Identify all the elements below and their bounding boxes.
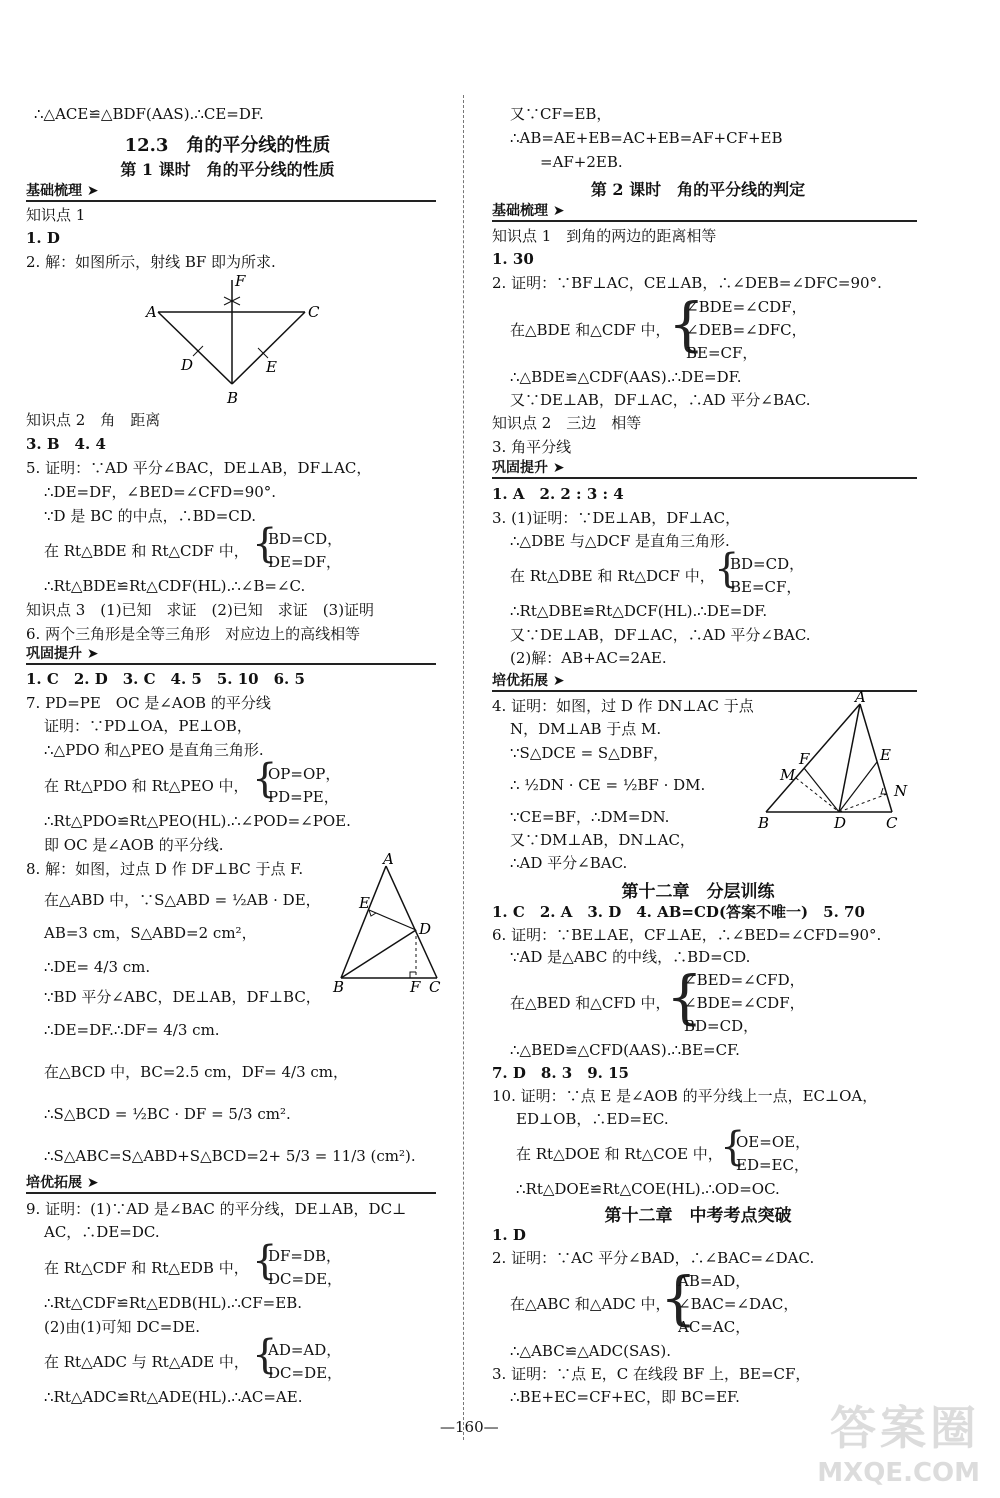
answer-line: 在△ABD 中，∵S△ABD = ½AB · DE， [44, 891, 321, 909]
answer-line: 在△ABC 和△ADC 中， [510, 1295, 671, 1313]
label-A: A [146, 303, 157, 321]
label-E: E [266, 358, 277, 376]
label-C: C [886, 814, 898, 832]
answer-line: 1. C 2. D 3. C 4. 5 5. 10 6. 5 [26, 670, 305, 688]
answer-line: 在 Rt△CDF 和 Rt△EDB 中， [44, 1259, 249, 1277]
brace-item: OE=OE， [736, 1133, 811, 1151]
section-consolidate: 巩固提升 ➤ [492, 457, 917, 479]
section-basic: 基础梳理 ➤ [26, 180, 436, 202]
brace-item: DE=DF， [268, 553, 341, 571]
label-A: A [383, 850, 394, 868]
answer-line: ∴△BDE≌△CDF(AAS).∴DE=DF. [510, 368, 742, 386]
answer-line: 8. 解：如图，过点 D 作 DF⊥BC 于点 F. [26, 860, 304, 878]
brace-symbol: { [252, 756, 278, 802]
answer-line: ∴△DBE 与△DCF 是直角三角形. [510, 532, 730, 550]
answer-line: 1. 30 [492, 250, 534, 268]
answer-line: 在 Rt△BDE 和 Rt△CDF 中， [44, 542, 249, 560]
answer-line: ∵AD 是△ABC 的中线，∴BD=CD. [510, 948, 751, 966]
label-F: F [235, 272, 246, 290]
brace-item: BE=CF， [730, 578, 802, 596]
answer-line: ∴Rt△CDF≌Rt△EDB(HL).∴CF=EB. [44, 1294, 302, 1312]
knowledge-point: 知识点 1 到角的两边的距离相等 [492, 227, 717, 245]
section-extend: 培优拓展 ➤ [26, 1172, 436, 1194]
brace-item: ∠BAC=∠DAC， [678, 1295, 799, 1313]
answer-line: 10. 证明：∵点 E 是∠AOB 的平分线上一点，EC⊥OA， [492, 1087, 878, 1105]
brace-item: BD=CD， [684, 1017, 759, 1035]
answer-line: 又∵DE⊥AB，DF⊥AC，∴AD 平分∠BAC. [510, 391, 811, 409]
answer-line: 2. 证明：∵AC 平分∠BAD，∴∠BAC=∠DAC. [492, 1249, 815, 1267]
brace-item: BD=CD， [730, 555, 805, 573]
label-M: M [780, 766, 796, 784]
answer-line: 1. D [492, 1226, 526, 1244]
label-N: N [894, 782, 908, 800]
brace-symbol: { [714, 546, 740, 592]
section-title: 12.3 角的平分线的性质 [124, 135, 331, 156]
answer-line: 4. 证明：如图，过 D 作 DN⊥AC 于点 [492, 697, 754, 715]
answer-line: AC，∴DE=DC. [44, 1223, 160, 1241]
answer-line: ∵BD 平分∠ABC，DE⊥AB，DF⊥BC， [44, 988, 321, 1006]
answer-line: 在△BED 和△CFD 中， [510, 994, 671, 1012]
answer-line: 在 Rt△DOE 和 Rt△COE 中， [516, 1145, 723, 1163]
label-B: B [333, 978, 345, 995]
knowledge-point: 知识点 2 角 距离 [26, 411, 161, 429]
triangle-figure-2 [328, 850, 446, 995]
knowledge-point: 知识点 1 [26, 206, 86, 224]
brace-item: DF=DB， [268, 1247, 342, 1265]
answer-line: 7. D 8. 3 9. 15 [492, 1064, 629, 1082]
answer-line: 在 Rt△DBE 和 Rt△DCF 中， [510, 567, 715, 585]
answer-line: 在 Rt△PDO 和 Rt△PEO 中， [44, 777, 249, 795]
watermark [817, 1392, 980, 1488]
answer-line: ∴Rt△DOE≌Rt△COE(HL).∴OD=OC. [516, 1180, 780, 1198]
section-extend: 培优拓展 ➤ [492, 670, 917, 692]
label-C: C [308, 303, 320, 321]
brace-item: ∠BDE=∠CDF， [684, 994, 805, 1012]
label-C: C [429, 978, 441, 995]
answer-line: 在△BCD 中，BC=2.5 cm，DF= 4/3 cm， [44, 1063, 349, 1081]
brace-symbol: { [668, 290, 705, 358]
answer-line: 6. 证明：∵BE⊥AE，CF⊥AE，∴∠BED=∠CFD=90°. [492, 926, 882, 944]
brace-item: ED=EC， [736, 1156, 809, 1174]
lesson-title: 第 1 课时 角的平分线的性质 [120, 160, 335, 179]
chapter-title: 第十二章 分层训练 [621, 882, 775, 902]
answer-line: 又∵DM⊥AB，DN⊥AC， [510, 831, 695, 849]
label-B: B [758, 814, 770, 832]
column-divider [463, 95, 464, 1440]
answer-line: ∴△BED≌△CFD(AAS).∴BE=CF. [510, 1041, 740, 1059]
brace-item: BE=CF， [686, 344, 758, 362]
answer-line: 3. 角平分线 [492, 438, 572, 456]
answer-line: 又∵CF=EB， [510, 105, 612, 123]
brace-item: ∠DEB=∠DFC， [686, 321, 807, 339]
answer-line: 2. 解：如图所示，射线 BF 即为所求. [26, 253, 276, 271]
label-A: A [855, 690, 866, 706]
label-F: F [410, 978, 421, 995]
label-E: E [880, 746, 891, 764]
answer-line: 5. 证明：∵AD 平分∠BAC，DE⊥AB，DF⊥AC， [26, 459, 372, 477]
answer-line: 1. D [26, 229, 60, 247]
answer-line: ∴△PDO 和△PEO 是直角三角形. [44, 741, 264, 759]
answer-line: ∵S△DCE = S△DBF， [510, 744, 669, 762]
text-line: ∴△ACE≌△BDF(AAS).∴CE=DF. [34, 105, 264, 123]
answer-line: 在△BDE 和△CDF 中， [510, 321, 671, 339]
brace-item: ∠BDE=∠CDF， [686, 298, 807, 316]
label-D: D [834, 814, 847, 832]
page-number: —160— [440, 1418, 499, 1436]
knowledge-point: 知识点 2 三边 相等 [492, 414, 642, 432]
watermark-top: 答案圈 [830, 1401, 980, 1455]
brace-symbol: { [252, 1238, 278, 1284]
answer-line: 7. PD=PE OC 是∠AOB 的平分线 [26, 694, 271, 712]
answer-line: ∴DE=DF.∴DF= 4/3 cm. [44, 1021, 220, 1039]
label-D: D [181, 356, 194, 374]
label-F: F [799, 750, 810, 768]
answer-line: 即 OC 是∠AOB 的平分线. [44, 836, 224, 854]
answer-line: ∴BE+EC=CF+EC，即 BC=EF. [510, 1388, 740, 1406]
answer-line: 1. C 2. A 3. D 4. AB=CD(答案不唯一) 5. 70 [492, 903, 865, 921]
section-consolidate: 巩固提升 ➤ [26, 643, 436, 665]
answer-line: ∴AD 平分∠BAC. [510, 854, 628, 872]
brace-item: OP=OP， [268, 765, 341, 783]
answer-line: ED⊥OB，∴ED=EC. [516, 1110, 669, 1128]
brace-symbol: { [252, 1332, 278, 1378]
answer-line: ∴DE= 4/3 cm. [44, 958, 151, 976]
brace-symbol: { [666, 963, 703, 1031]
brace-item: ∠BED=∠CFD， [684, 971, 805, 989]
label-B: B [227, 389, 239, 407]
answer-line: (2)由(1)可知 DC=DE. [44, 1318, 201, 1336]
answer-line: ∴DE=DF，∠BED=∠CFD=90°. [44, 483, 277, 501]
answer-line: 又∵DE⊥AB，DF⊥AC，∴AD 平分∠BAC. [510, 626, 811, 644]
answer-line: ∴Rt△DBE≌Rt△DCF(HL).∴DE=DF. [510, 602, 768, 620]
answer-line: ∴Rt△ADC≌Rt△ADE(HL).∴AC=AE. [44, 1388, 303, 1406]
watermark-bottom: MXQE.COM [817, 1458, 980, 1488]
brace-item: AB=AD， [678, 1272, 751, 1290]
answer-line: 3. 证明：∵点 E，C 在线段 BF 上，BE=CF， [492, 1365, 811, 1383]
label-E: E [359, 894, 370, 912]
triangle-figure-3 [756, 690, 914, 835]
answer-line: ∵CE=BF，∴DM=DN. [510, 808, 670, 826]
brace-symbol: { [660, 1264, 697, 1332]
answer-line: 1. A 2. 2 : 3 : 4 [492, 485, 624, 503]
answer-line: 证明：∵PD⊥OA，PE⊥OB， [44, 717, 252, 735]
brace-symbol: { [252, 521, 278, 567]
answer-line: 2. 证明：∵BF⊥AC，CE⊥AB，∴∠DEB=∠DFC=90°. [492, 274, 882, 292]
brace-item: DC=DE， [268, 1364, 343, 1382]
answer-line: N，DM⊥AB 于点 M. [510, 720, 662, 738]
answer-line: AB=3 cm，S△ABD=2 cm²， [44, 924, 257, 942]
answer-line: ∴AB=AE+EB=AC+EB=AF+CF+EB [510, 129, 783, 147]
section-basic: 基础梳理 ➤ [492, 200, 917, 222]
answer-line: 6. 两个三角形是全等三角形 对应边上的高线相等 [26, 625, 361, 643]
angle-bisector-figure-1 [140, 272, 330, 407]
brace-item: AC=AC， [678, 1318, 751, 1336]
answer-line: (2)解：AB+AC=2AE. [510, 649, 667, 667]
answer-line: ∴Rt△PDO≌Rt△PEO(HL).∴∠POD=∠POE. [44, 812, 351, 830]
answer-line: ∴ ½DN · CE = ½BF · DM. [510, 776, 706, 794]
brace-symbol: { [720, 1124, 746, 1170]
brace-item: AD=AD， [268, 1341, 342, 1359]
answer-line: 3. B 4. 4 [26, 435, 106, 453]
brace-item: DC=DE， [268, 1270, 343, 1288]
chapter-title: 第十二章 中考考点突破 [604, 1206, 792, 1226]
lesson-title: 第 2 课时 角的平分线的判定 [590, 180, 806, 199]
answer-line: ∵D 是 BC 的中点，∴BD=CD. [44, 507, 257, 525]
answer-line: 3. (1)证明：∵DE⊥AB，DF⊥AC， [492, 509, 741, 527]
answer-line: ∴S△BCD = ½BC · DF = 5/3 cm². [44, 1105, 291, 1123]
knowledge-point: 知识点 3 (1)已知 求证 (2)已知 求证 (3)证明 [26, 601, 375, 619]
answer-line: ∴Rt△BDE≌Rt△CDF(HL).∴∠B=∠C. [44, 577, 306, 595]
answer-line: =AF+2EB. [540, 153, 623, 171]
brace-item: BD=CD， [268, 530, 343, 548]
answer-line: ∴△ABC≌△ADC(SAS). [510, 1342, 671, 1360]
label-D: D [419, 920, 432, 938]
answer-line: 在 Rt△ADC 与 Rt△ADE 中， [44, 1353, 249, 1371]
answer-line: 9. 证明：(1)∵AD 是∠BAC 的平分线，DE⊥AB，DC⊥ [26, 1200, 407, 1218]
brace-item: PD=PE， [268, 788, 339, 806]
answer-line: ∴S△ABC=S△ABD+S△BCD=2+ 5/3 = 11/3 (cm²). [44, 1147, 416, 1165]
